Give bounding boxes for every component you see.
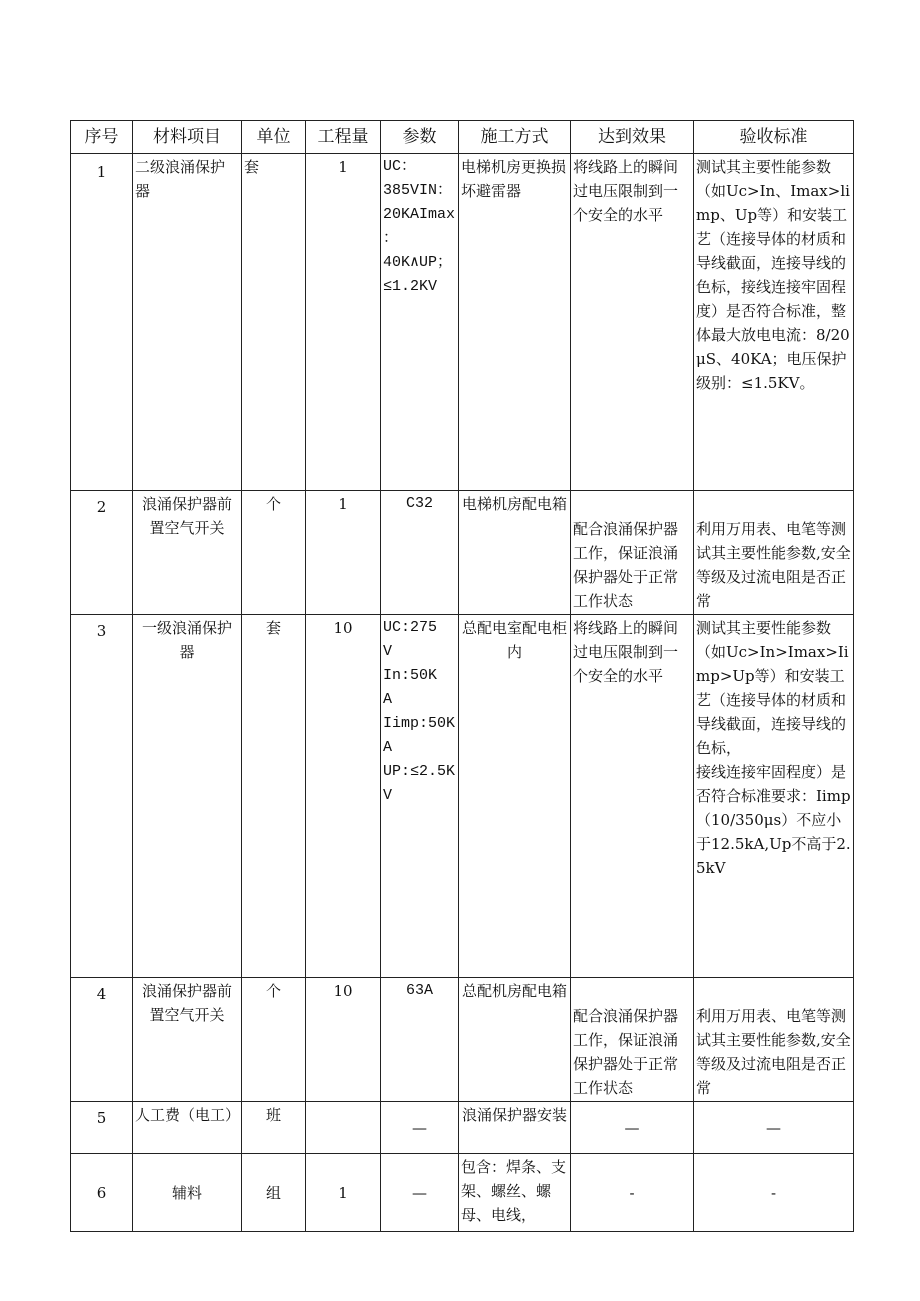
quantity-cell: 10 xyxy=(306,615,381,978)
header-cell: 验收标准 xyxy=(694,121,854,154)
unit-cell: 套 xyxy=(242,154,306,491)
table-row xyxy=(71,1154,854,1232)
acceptance-cell: - xyxy=(694,1154,854,1232)
row-number: 2 xyxy=(71,491,133,615)
param-cell xyxy=(381,615,459,978)
effect-cell: 配合浪涌保护器工作，保证浪涌保护器处于正常工作状态 xyxy=(571,491,694,615)
item-cell: 一级浪涌保护器 xyxy=(133,615,242,978)
acceptance-line: 接线连接牢固程度）是否符合标准要求：Iimp（10/350μs）不应小于12.5kA,Up不高于2.5kV xyxy=(696,763,851,877)
method-cell: 浪涌保护器安装 xyxy=(459,1102,571,1154)
acceptance-cell: 测试其主要性能参数（如Uc>In、Imax>limp、Up等）和安装工艺（连接导体的材质和导线截面，连接导线的色标，接线连接牢固程度）是否符合标准，整体最大放电电流：8/20μS、40KA；电压保护级别：≤1.5KV。 xyxy=(694,154,854,491)
header-cell: 参数 xyxy=(381,121,459,154)
effect-cell: 将线路上的瞬间过电压限制到一个安全的水平 xyxy=(571,615,694,978)
param-line: V xyxy=(383,787,393,804)
header-cell: 单位 xyxy=(242,121,306,154)
quantity-cell xyxy=(306,1102,381,1154)
effect-cell: 配合浪涌保护器工作，保证浪涌保护器处于正常工作状态 xyxy=(571,978,694,1102)
param-line: ： xyxy=(383,230,399,247)
effect-cell: - xyxy=(571,1154,694,1232)
param-cell: C32 xyxy=(381,491,459,615)
row-number: 3 xyxy=(71,615,133,978)
method-cell: 电梯机房配电箱 xyxy=(459,491,571,615)
param-cell xyxy=(381,154,459,491)
param-line: 20KAImax xyxy=(383,206,456,223)
item-cell: 浪涌保护器前置空气开关 xyxy=(133,491,242,615)
param-line: 40K∧UP； xyxy=(383,254,453,271)
unit-cell: 套 xyxy=(242,615,306,978)
param-line: 385VIN： xyxy=(383,182,453,199)
param-line: Iimp:50KA xyxy=(383,715,456,756)
param-line: In:50K xyxy=(383,667,438,684)
row-number: 1 xyxy=(71,154,133,491)
param-line: A xyxy=(383,691,393,708)
table-row xyxy=(71,491,854,615)
acceptance-line: 测试其主要性能参数（如Uc>In>Imax>Iimp>Up等）和安装工艺（连接导体的材质和导线截面，连接导线的色标， xyxy=(696,619,849,757)
table-row xyxy=(71,615,854,978)
header-cell: 序号 xyxy=(71,121,133,154)
header-cell: 工程量 xyxy=(306,121,381,154)
row-number: 6 xyxy=(71,1154,133,1232)
materials-table xyxy=(70,120,854,1232)
acceptance-cell: 利用万用表、电笔等测试其主要性能参数,安全等级及过流电阻是否正常 xyxy=(694,978,854,1102)
method-cell: 包含：焊条、支架、螺丝、螺母、电线， xyxy=(459,1154,571,1232)
method-cell: 电梯机房更换损坏避雷器 xyxy=(459,154,571,491)
param-cell: — xyxy=(381,1102,459,1154)
table-header-row xyxy=(71,121,854,154)
param-line: UP:≤2.5K xyxy=(383,763,456,780)
quantity-cell: 1 xyxy=(306,154,381,491)
param-cell: — xyxy=(381,1154,459,1232)
row-number: 4 xyxy=(71,978,133,1102)
item-cell: 二级浪涌保护器 xyxy=(133,154,242,491)
table-row xyxy=(71,978,854,1102)
quantity-cell: 1 xyxy=(306,491,381,615)
item-cell: 浪涌保护器前置空气开关 xyxy=(133,978,242,1102)
item-cell: 人工费（电工） xyxy=(133,1102,242,1154)
header-cell: 材料项目 xyxy=(133,121,242,154)
unit-cell: 班 xyxy=(242,1102,306,1154)
table-row xyxy=(71,1102,854,1154)
acceptance-cell xyxy=(694,615,854,978)
acceptance-cell: — xyxy=(694,1102,854,1154)
acceptance-cell: 利用万用表、电笔等测试其主要性能参数,安全等级及过流电阻是否正常 xyxy=(694,491,854,615)
param-cell: 63A xyxy=(381,978,459,1102)
method-cell: 总配电室配电柜内 xyxy=(459,615,571,978)
quantity-cell: 1 xyxy=(306,1154,381,1232)
unit-cell: 组 xyxy=(242,1154,306,1232)
unit-cell: 个 xyxy=(242,491,306,615)
param-line: ≤1.2KV xyxy=(383,278,438,295)
effect-cell: 将线路上的瞬间过电压限制到一个安全的水平 xyxy=(571,154,694,491)
item-cell: 辅料 xyxy=(133,1154,242,1232)
param-line: UC:275 xyxy=(383,619,438,636)
quantity-cell: 10 xyxy=(306,978,381,1102)
unit-cell: 个 xyxy=(242,978,306,1102)
header-cell: 施工方式 xyxy=(459,121,571,154)
table-row xyxy=(71,154,854,491)
effect-cell: — xyxy=(571,1102,694,1154)
param-line: UC： xyxy=(383,158,417,175)
param-line: V xyxy=(383,643,393,660)
row-number: 5 xyxy=(71,1102,133,1154)
header-cell: 达到效果 xyxy=(571,121,694,154)
method-cell: 总配机房配电箱 xyxy=(459,978,571,1102)
